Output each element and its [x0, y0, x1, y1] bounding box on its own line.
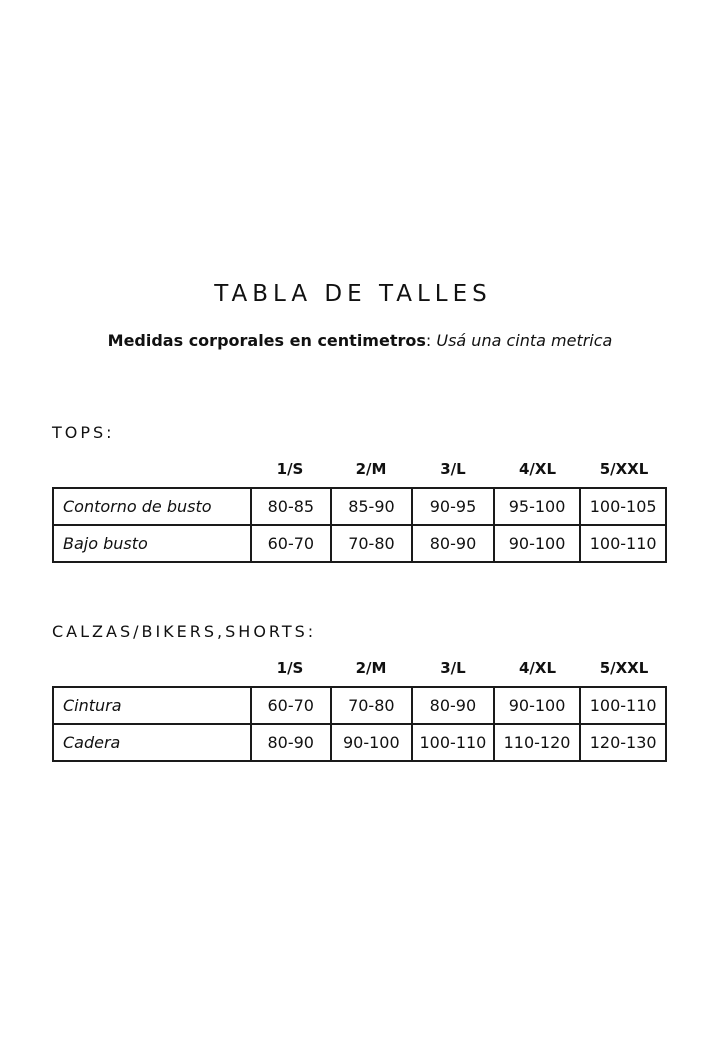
table-cell: 60-70 [251, 687, 331, 724]
table-cell: 120-130 [580, 724, 666, 761]
table-cell: 80-90 [412, 687, 494, 724]
tops-size-header [250, 460, 667, 482]
row-label: Contorno de busto [53, 488, 251, 525]
table-cell: 80-85 [251, 488, 331, 525]
size-header-cell: 1/S [276, 659, 304, 677]
table-row [53, 488, 666, 525]
tops-size-table [52, 487, 667, 563]
tops-section-title: TOPS: [52, 423, 115, 442]
table-cell: 100-110 [580, 687, 666, 724]
table-cell: 90-95 [412, 488, 494, 525]
size-header-cell: 2/M [355, 659, 387, 677]
table-row [53, 724, 666, 761]
row-label: Bajo busto [53, 525, 251, 562]
table-cell: 100-110 [412, 724, 494, 761]
table-cell: 90-100 [494, 525, 581, 562]
subtitle [0, 331, 720, 350]
table-cell: 100-105 [580, 488, 666, 525]
row-label: Cadera [53, 724, 251, 761]
row-label: Cintura [53, 687, 251, 724]
size-header-cell: 5/XXL [599, 460, 649, 478]
table-cell: 70-80 [331, 687, 413, 724]
subtitle-bold: Medidas corporales en centimetros [107, 331, 426, 350]
size-header-cell: 5/XXL [599, 659, 649, 677]
subtitle-separator: : [425, 331, 437, 350]
table-cell: 60-70 [251, 525, 331, 562]
table-cell: 90-100 [331, 724, 413, 761]
size-header-cell: 1/S [276, 460, 304, 478]
bottoms-size-header [250, 659, 667, 681]
table-cell: 100-110 [580, 525, 666, 562]
table-cell: 85-90 [331, 488, 413, 525]
table-cell: 110-120 [494, 724, 581, 761]
size-header-cell: 3/L [440, 460, 466, 478]
table-cell: 70-80 [331, 525, 413, 562]
table-cell: 95-100 [494, 488, 581, 525]
bottoms-section-title: CALZAS/BIKERS,SHORTS: [52, 622, 317, 641]
table-cell: 80-90 [412, 525, 494, 562]
size-header-cell: 3/L [440, 659, 466, 677]
table-cell: 90-100 [494, 687, 581, 724]
size-header-cell: 4/XL [518, 659, 557, 677]
bottoms-size-table [52, 686, 667, 762]
table-row [53, 687, 666, 724]
page-title: TABLA DE TALLES [214, 281, 492, 307]
subtitle-italic: Usá una cinta metrica [436, 331, 613, 350]
table-row [53, 525, 666, 562]
size-header-cell: 4/XL [518, 460, 557, 478]
size-header-cell: 2/M [355, 460, 387, 478]
table-cell: 80-90 [251, 724, 331, 761]
